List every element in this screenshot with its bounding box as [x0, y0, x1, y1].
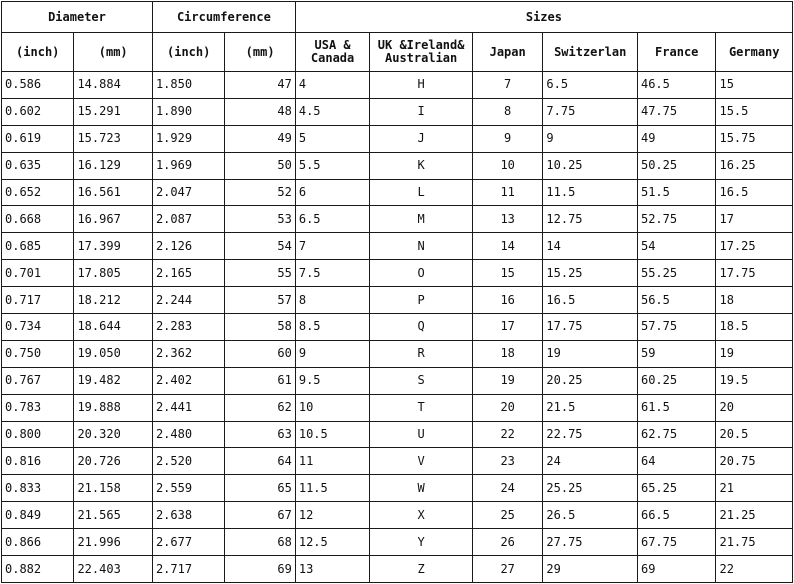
switzerland-size-cell: 19	[543, 340, 638, 367]
switzerland-size-cell: 7.75	[543, 98, 638, 125]
table-row	[2, 394, 793, 421]
circumference-mm-cell: 68	[225, 529, 295, 556]
uk-size-cell: H	[370, 72, 473, 99]
usa-size-cell: 6.5	[295, 206, 369, 233]
switzerland-size-cell: 16.5	[543, 287, 638, 314]
usa-size-cell: 12	[295, 502, 369, 529]
circumference-inch-cell: 2.717	[152, 556, 224, 583]
diameter-mm-cell: 18.644	[74, 314, 153, 341]
circumference-mm-header: (mm)	[225, 33, 295, 72]
circumference-mm-cell: 63	[225, 421, 295, 448]
germany-size-cell: 15	[716, 72, 793, 99]
uk-size-cell: J	[370, 125, 473, 152]
usa-size-cell: 5	[295, 125, 369, 152]
circumference-inch-cell: 1.890	[152, 98, 224, 125]
switzerland-size-cell: 9	[543, 125, 638, 152]
switzerland-size-cell: 20.25	[543, 367, 638, 394]
france-size-cell: 50.25	[637, 152, 715, 179]
germany-size-cell: 18	[716, 287, 793, 314]
circumference-mm-cell: 65	[225, 475, 295, 502]
diameter-mm-cell: 20.320	[74, 421, 153, 448]
circumference-inch-cell: 2.520	[152, 448, 224, 475]
diameter-mm-cell: 15.723	[74, 125, 153, 152]
circumference-mm-cell: 54	[225, 233, 295, 260]
diameter-mm-cell: 19.482	[74, 367, 153, 394]
circumference-mm-cell: 64	[225, 448, 295, 475]
switzerland-size-cell: 12.75	[543, 206, 638, 233]
uk-size-cell: Y	[370, 529, 473, 556]
diameter-inch-cell: 0.685	[2, 233, 74, 260]
germany-size-cell: 19	[716, 340, 793, 367]
diameter-mm-cell: 14.884	[74, 72, 153, 99]
diameter-mm-cell: 16.561	[74, 179, 153, 206]
table-row	[2, 421, 793, 448]
usa-size-cell: 6	[295, 179, 369, 206]
japan-size-cell: 9	[472, 125, 542, 152]
table-row	[2, 125, 793, 152]
uk-size-cell: X	[370, 502, 473, 529]
france-size-cell: 59	[637, 340, 715, 367]
diameter-inch-cell: 0.586	[2, 72, 74, 99]
switzerland-size-cell: 10.25	[543, 152, 638, 179]
sizes-header: Sizes	[295, 2, 792, 33]
france-size-cell: 64	[637, 448, 715, 475]
usa-size-cell: 11	[295, 448, 369, 475]
france-size-cell: 67.75	[637, 529, 715, 556]
table-row	[2, 529, 793, 556]
france-size-cell: 61.5	[637, 394, 715, 421]
france-size-cell: 52.75	[637, 206, 715, 233]
switzerland-size-cell: 25.25	[543, 475, 638, 502]
uk-size-cell: W	[370, 475, 473, 502]
table-row	[2, 287, 793, 314]
france-size-cell: 69	[637, 556, 715, 583]
uk-header-line1: UK &Ireland&	[377, 38, 465, 52]
japan-size-cell: 7	[472, 72, 542, 99]
diameter-mm-cell: 16.967	[74, 206, 153, 233]
diameter-inch-cell: 0.833	[2, 475, 74, 502]
uk-header-line2: Australian	[385, 51, 458, 65]
diameter-mm-cell: 21.158	[74, 475, 153, 502]
diameter-inch-cell: 0.816	[2, 448, 74, 475]
switzerland-size-cell: 22.75	[543, 421, 638, 448]
header-group-row	[2, 2, 793, 33]
france-size-cell: 56.5	[637, 287, 715, 314]
switzerland-size-cell: 15.25	[543, 260, 638, 287]
france-size-cell: 62.75	[637, 421, 715, 448]
diameter-mm-cell: 19.888	[74, 394, 153, 421]
germany-size-cell: 17.25	[716, 233, 793, 260]
france-size-cell: 65.25	[637, 475, 715, 502]
diameter-inch-cell: 0.800	[2, 421, 74, 448]
diameter-inch-cell: 0.619	[2, 125, 74, 152]
usa-canada-header	[295, 33, 369, 72]
circumference-inch-cell: 2.677	[152, 529, 224, 556]
japan-size-cell: 22	[472, 421, 542, 448]
france-size-cell: 49	[637, 125, 715, 152]
france-size-cell: 51.5	[637, 179, 715, 206]
germany-header: Germany	[716, 33, 793, 72]
table-row	[2, 179, 793, 206]
circumference-mm-cell: 69	[225, 556, 295, 583]
uk-size-cell: U	[370, 421, 473, 448]
usa-size-cell: 8.5	[295, 314, 369, 341]
japan-size-cell: 24	[472, 475, 542, 502]
uk-size-cell: M	[370, 206, 473, 233]
japan-size-cell: 20	[472, 394, 542, 421]
table-row	[2, 98, 793, 125]
uk-size-cell: R	[370, 340, 473, 367]
diameter-mm-cell: 22.403	[74, 556, 153, 583]
diameter-inch-cell: 0.652	[2, 179, 74, 206]
diameter-inch-cell: 0.602	[2, 98, 74, 125]
germany-size-cell: 15.75	[716, 125, 793, 152]
circumference-mm-cell: 48	[225, 98, 295, 125]
uk-size-cell: V	[370, 448, 473, 475]
diameter-inch-cell: 0.635	[2, 152, 74, 179]
diameter-inch-cell: 0.717	[2, 287, 74, 314]
switzerland-size-cell: 27.75	[543, 529, 638, 556]
diameter-inch-cell: 0.750	[2, 340, 74, 367]
circumference-inch-cell: 1.850	[152, 72, 224, 99]
usa-size-cell: 7.5	[295, 260, 369, 287]
switzerland-size-cell: 26.5	[543, 502, 638, 529]
uk-size-cell: T	[370, 394, 473, 421]
uk-size-cell: L	[370, 179, 473, 206]
france-size-cell: 46.5	[637, 72, 715, 99]
circumference-mm-cell: 55	[225, 260, 295, 287]
circumference-inch-header: (inch)	[152, 33, 224, 72]
circumference-inch-cell: 2.362	[152, 340, 224, 367]
table-row	[2, 448, 793, 475]
usa-size-cell: 7	[295, 233, 369, 260]
table-row	[2, 233, 793, 260]
usa-header-line1: USA &	[314, 38, 351, 52]
circumference-inch-cell: 2.283	[152, 314, 224, 341]
switzerland-header: Switzerlan	[543, 33, 638, 72]
germany-size-cell: 17	[716, 206, 793, 233]
diameter-mm-cell: 21.996	[74, 529, 153, 556]
uk-size-cell: O	[370, 260, 473, 287]
size-rows	[2, 72, 793, 583]
usa-header-line2: Canada	[310, 51, 355, 65]
circumference-mm-cell: 67	[225, 502, 295, 529]
usa-size-cell: 11.5	[295, 475, 369, 502]
uk-size-cell: Q	[370, 314, 473, 341]
circumference-inch-cell: 2.480	[152, 421, 224, 448]
uk-size-cell: Z	[370, 556, 473, 583]
japan-size-cell: 13	[472, 206, 542, 233]
japan-size-cell: 8	[472, 98, 542, 125]
diameter-mm-cell: 17.399	[74, 233, 153, 260]
usa-size-cell: 13	[295, 556, 369, 583]
table-row	[2, 314, 793, 341]
uk-ireland-australia-header	[370, 33, 473, 72]
germany-size-cell: 21.75	[716, 529, 793, 556]
japan-size-cell: 25	[472, 502, 542, 529]
japan-size-cell: 10	[472, 152, 542, 179]
germany-size-cell: 20.5	[716, 421, 793, 448]
circumference-mm-cell: 57	[225, 287, 295, 314]
diameter-inch-header: (inch)	[2, 33, 74, 72]
germany-size-cell: 19.5	[716, 367, 793, 394]
japan-size-cell: 16	[472, 287, 542, 314]
circumference-mm-cell: 47	[225, 72, 295, 99]
table-row	[2, 367, 793, 394]
japan-size-cell: 19	[472, 367, 542, 394]
uk-size-cell: I	[370, 98, 473, 125]
japan-size-cell: 23	[472, 448, 542, 475]
usa-size-cell: 5.5	[295, 152, 369, 179]
circumference-inch-cell: 2.441	[152, 394, 224, 421]
circumference-inch-cell: 2.402	[152, 367, 224, 394]
circumference-mm-cell: 53	[225, 206, 295, 233]
france-size-cell: 55.25	[637, 260, 715, 287]
usa-size-cell: 9.5	[295, 367, 369, 394]
germany-size-cell: 21	[716, 475, 793, 502]
germany-size-cell: 16.5	[716, 179, 793, 206]
diameter-mm-cell: 16.129	[74, 152, 153, 179]
diameter-header: Diameter	[2, 2, 153, 33]
diameter-inch-cell: 0.701	[2, 260, 74, 287]
diameter-inch-cell: 0.767	[2, 367, 74, 394]
france-header: France	[637, 33, 715, 72]
circumference-inch-cell: 2.087	[152, 206, 224, 233]
circumference-inch-cell: 1.929	[152, 125, 224, 152]
circumference-header: Circumference	[152, 2, 295, 33]
circumference-mm-cell: 52	[225, 179, 295, 206]
germany-size-cell: 18.5	[716, 314, 793, 341]
circumference-inch-cell: 2.638	[152, 502, 224, 529]
table-row	[2, 260, 793, 287]
usa-size-cell: 12.5	[295, 529, 369, 556]
france-size-cell: 57.75	[637, 314, 715, 341]
japan-size-cell: 15	[472, 260, 542, 287]
switzerland-size-cell: 6.5	[543, 72, 638, 99]
diameter-inch-cell: 0.734	[2, 314, 74, 341]
switzerland-size-cell: 11.5	[543, 179, 638, 206]
table-row	[2, 556, 793, 583]
usa-size-cell: 9	[295, 340, 369, 367]
germany-size-cell: 20	[716, 394, 793, 421]
switzerland-size-cell: 14	[543, 233, 638, 260]
france-size-cell: 66.5	[637, 502, 715, 529]
japan-size-cell: 14	[472, 233, 542, 260]
usa-size-cell: 10.5	[295, 421, 369, 448]
switzerland-size-cell: 21.5	[543, 394, 638, 421]
table-row	[2, 152, 793, 179]
circumference-mm-cell: 50	[225, 152, 295, 179]
circumference-inch-cell: 2.244	[152, 287, 224, 314]
japan-size-cell: 18	[472, 340, 542, 367]
germany-size-cell: 15.5	[716, 98, 793, 125]
germany-size-cell: 21.25	[716, 502, 793, 529]
circumference-inch-cell: 2.165	[152, 260, 224, 287]
diameter-mm-cell: 17.805	[74, 260, 153, 287]
ring-size-table	[1, 1, 793, 583]
circumference-mm-cell: 60	[225, 340, 295, 367]
table-row	[2, 475, 793, 502]
usa-size-cell: 10	[295, 394, 369, 421]
germany-size-cell: 22	[716, 556, 793, 583]
diameter-mm-cell: 21.565	[74, 502, 153, 529]
japan-header: Japan	[472, 33, 542, 72]
circumference-mm-cell: 61	[225, 367, 295, 394]
diameter-mm-header: (mm)	[74, 33, 153, 72]
japan-size-cell: 17	[472, 314, 542, 341]
diameter-mm-cell: 20.726	[74, 448, 153, 475]
germany-size-cell: 16.25	[716, 152, 793, 179]
diameter-inch-cell: 0.783	[2, 394, 74, 421]
switzerland-size-cell: 29	[543, 556, 638, 583]
diameter-inch-cell: 0.849	[2, 502, 74, 529]
diameter-inch-cell: 0.882	[2, 556, 74, 583]
diameter-mm-cell: 15.291	[74, 98, 153, 125]
switzerland-size-cell: 24	[543, 448, 638, 475]
diameter-mm-cell: 18.212	[74, 287, 153, 314]
japan-size-cell: 26	[472, 529, 542, 556]
france-size-cell: 54	[637, 233, 715, 260]
france-size-cell: 60.25	[637, 367, 715, 394]
france-size-cell: 47.75	[637, 98, 715, 125]
circumference-mm-cell: 58	[225, 314, 295, 341]
circumference-inch-cell: 2.559	[152, 475, 224, 502]
table-row	[2, 502, 793, 529]
diameter-inch-cell: 0.866	[2, 529, 74, 556]
circumference-mm-cell: 62	[225, 394, 295, 421]
usa-size-cell: 8	[295, 287, 369, 314]
header-sub-row	[2, 33, 793, 72]
germany-size-cell: 17.75	[716, 260, 793, 287]
uk-size-cell: P	[370, 287, 473, 314]
japan-size-cell: 11	[472, 179, 542, 206]
table-row	[2, 206, 793, 233]
uk-size-cell: N	[370, 233, 473, 260]
table-row	[2, 72, 793, 99]
circumference-inch-cell: 2.047	[152, 179, 224, 206]
circumference-inch-cell: 1.969	[152, 152, 224, 179]
uk-size-cell: S	[370, 367, 473, 394]
usa-size-cell: 4.5	[295, 98, 369, 125]
germany-size-cell: 20.75	[716, 448, 793, 475]
circumference-inch-cell: 2.126	[152, 233, 224, 260]
circumference-mm-cell: 49	[225, 125, 295, 152]
table-row	[2, 340, 793, 367]
japan-size-cell: 27	[472, 556, 542, 583]
diameter-inch-cell: 0.668	[2, 206, 74, 233]
switzerland-size-cell: 17.75	[543, 314, 638, 341]
usa-size-cell: 4	[295, 72, 369, 99]
uk-size-cell: K	[370, 152, 473, 179]
diameter-mm-cell: 19.050	[74, 340, 153, 367]
